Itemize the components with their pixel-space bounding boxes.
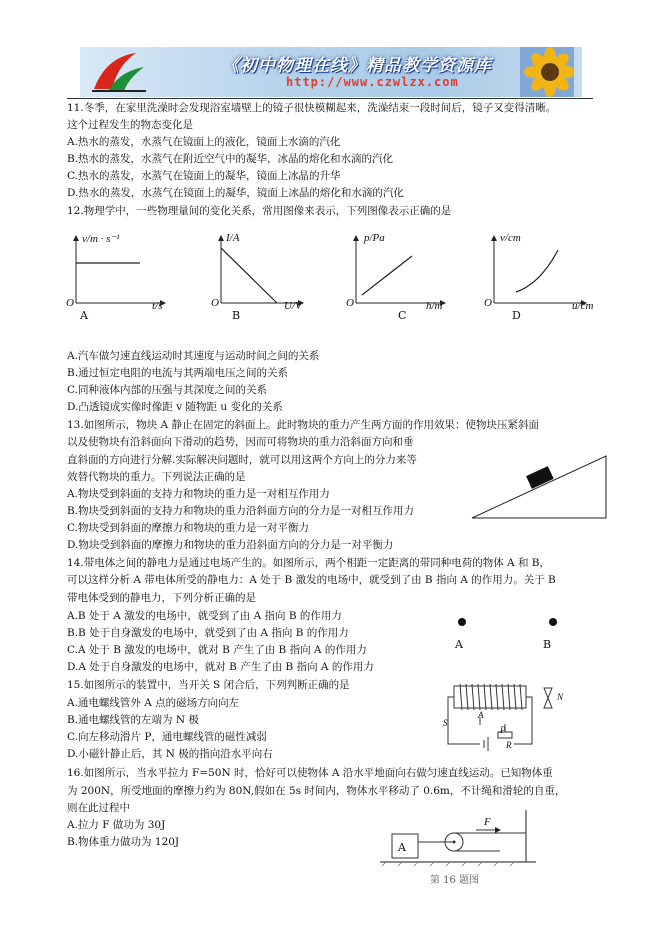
q15-label-s: S <box>443 718 448 728</box>
q16-pulley-figure <box>378 808 540 868</box>
q11-option-b: B.热水的蒸发，水蒸气在附近空气中的凝华，冰晶的熔化和水滴的汽化 <box>67 153 394 165</box>
q15-option-d: D.小磁针静止后，其 N 极的指向沿水平向右 <box>67 748 273 760</box>
q14-charge-b <box>549 618 557 626</box>
q12-graph-b-letter: B <box>232 309 241 322</box>
q12-graph-b-ylabel: I/A <box>226 232 240 244</box>
q12-graph-a-origin: O <box>66 297 74 309</box>
q14-option-c: C.A 处于 B 激发的电场中，就对 B 产生了由 B 指向 A 的作用力 <box>67 644 367 656</box>
q12-graph-d-xlabel: u/cm <box>572 300 594 312</box>
q12-graph-c-xlabel: h/m <box>426 300 443 312</box>
q15-option-b: B.通电螺线管的左端为 N 极 <box>67 714 199 726</box>
q15-stem: 15.如图所示的装置中，当开关 S 闭合后，下列判断正确的是 <box>67 679 350 691</box>
q12-option-d: D.凸透镜成实像时像距 v 随物距 u 变化的关系 <box>67 401 283 413</box>
q12-option-b: B.通过恒定电阻的电流与其两端电压之间的关系 <box>67 367 289 379</box>
q15-label-a: A <box>478 710 484 720</box>
q11-line: 11.冬季，在家里洗澡时会发现浴室墙壁上的镜子很快模糊起来，洗澡结束一段时间后，镜子又变得清晰。 <box>67 102 557 114</box>
q13-option-b: B.物块受到斜面的支持力和物块的重力沿斜面方向的分力是一对相互作用力 <box>67 505 415 517</box>
q12-option-c: C.同种液体内部的压强与其深度之间的关系 <box>67 384 267 396</box>
q12-graph-c-ylabel: p/Pa <box>364 232 385 244</box>
q13-option-c: C.物块受到斜面的摩擦力和物块的重力是一对平衡力 <box>67 522 309 534</box>
q16-line: 为 200N，所受地面的摩擦力约为 80N,假如在 5s 时间内，物体水平移动了 0.6m，不计绳和滑轮的自重， <box>67 785 566 797</box>
q12-graph-d-ylabel: v/cm <box>500 232 521 244</box>
q12-graph-d-letter: D <box>512 309 521 322</box>
q12-graph-a-xlabel: t/s <box>152 300 163 312</box>
q11-line: 这个过程发生的物态变化是 <box>67 119 193 131</box>
logo-icon <box>88 49 148 95</box>
q13-line: 以及使物块有沿斜面向下滑动的趋势，因而可将物块的重力沿斜面方向和垂 <box>67 436 414 448</box>
q12-graph-c-letter: C <box>398 309 407 322</box>
q14-label-a: A <box>455 638 463 651</box>
q11-option-d: D.热水的蒸发，水蒸气在镜面上的凝华，镜面上冰晶的熔化和水滴的汽化 <box>67 187 404 199</box>
q15-option-a: A.通电螺线管外 A 点的磁场方向向左 <box>67 697 240 709</box>
q16-label-a: A <box>398 841 406 854</box>
q15-label-n: N <box>557 692 564 702</box>
q15-label-p: P <box>500 725 506 735</box>
q12-graph-b-origin: O <box>211 297 219 309</box>
q16-line: 16.如图所示，当水平拉力 F=50N 时，恰好可以使物体 A 沿水平地面向右做匀速直线运动。已知物体重 <box>67 767 553 779</box>
banner-url[interactable]: http://www.czwlzx.com <box>286 75 459 89</box>
q15-solenoid-figure <box>440 680 570 756</box>
q13-block <box>526 466 554 489</box>
q11-option-c: C.热水的蒸发，水蒸气在镜面上的凝华，镜面上冰晶的升华 <box>67 170 341 182</box>
q12-option-a: A.汽车做匀速直线运动时其速度与运动时间之间的关系 <box>67 350 320 362</box>
q14-option-a: A.B 处于 A 激发的电场中，就受到了由 A 指向 B 的作用力 <box>67 610 342 622</box>
q12-graph-b-xlabel: U/V <box>284 300 302 312</box>
q14-line: 带电体受到的静电力，下列分析正确的是 <box>67 592 256 604</box>
q13-option-a: A.物块受到斜面的支持力和物块的重力是一对相互作用力 <box>67 488 330 500</box>
q15-option-c: C.向左移动滑片 P，通电螺线管的磁性减弱 <box>67 731 267 743</box>
header-rule <box>67 98 593 99</box>
q16-caption: 第 16 题图 <box>430 875 480 886</box>
sunflower-icon <box>520 47 574 97</box>
q11-option-a: A.热水的蒸发，水蒸气在镜面上的液化，镜面上水滴的汽化 <box>67 136 341 148</box>
q16-line: 则在此过程中 <box>67 802 130 814</box>
q13-option-d: D.物块受到斜面的摩擦力和物块的重力沿斜面方向的分力是一对平衡力 <box>67 539 394 551</box>
header-banner <box>80 47 582 97</box>
q16-label-f: F <box>484 816 491 828</box>
q14-charges-figure <box>455 614 565 630</box>
q12-stem: 12.物理学中，一些物理量间的变化关系，常用图像来表示，下列图像表示正确的是 <box>67 205 452 217</box>
q12-graph-a-ylabel: v/m · s⁻¹ <box>82 233 120 245</box>
q14-label-b: B <box>543 638 552 651</box>
q12-graph-d-origin: O <box>484 297 492 309</box>
q13-line: 效替代物块的重力。下列说法正确的是 <box>67 471 246 483</box>
q14-line: 可以这样分析 A 带电体所受的静电力：A 处于 B 激发的电场中，就受到了由 B 指向 A 的作用力。关于 B <box>67 574 556 586</box>
compass-needle-icon <box>544 688 552 708</box>
q13-incline-figure <box>470 452 610 522</box>
q14-option-b: B.B 处于自身激发的电场中，就受到了由 A 指向 B 的作用力 <box>67 627 349 639</box>
q14-line: 14.带电体之间的静电力是通过电场产生的。如图所示，两个相距一定距离的带同种电荷的物体 A 和 B， <box>67 557 551 569</box>
q14-option-d: D.A 处于自身激发的电场中，就对 B 产生了由 B 指向 A 的作用力 <box>67 661 374 673</box>
banner-title: 《初中物理在线》精品教学资源库 <box>222 56 492 76</box>
q14-charge-a <box>458 618 466 626</box>
q12-graph-c-origin: O <box>346 297 354 309</box>
q12-graph-a-letter: A <box>80 309 88 322</box>
q16-option-a: A.拉力 F 做功为 30J <box>67 819 166 831</box>
q13-line: 13.如图所示，物块 A 静止在固定的斜面上。此时物块的重力产生两方面的作用效果：使物块压紧斜面 <box>67 419 539 431</box>
q15-label-r: R <box>506 740 512 750</box>
q16-option-b: B.物体重力做功为 120J <box>67 836 180 848</box>
q13-line: 直斜面的方向进行分解.实际解决问题时，就可以用这两个方向上的分力来等 <box>67 454 417 466</box>
